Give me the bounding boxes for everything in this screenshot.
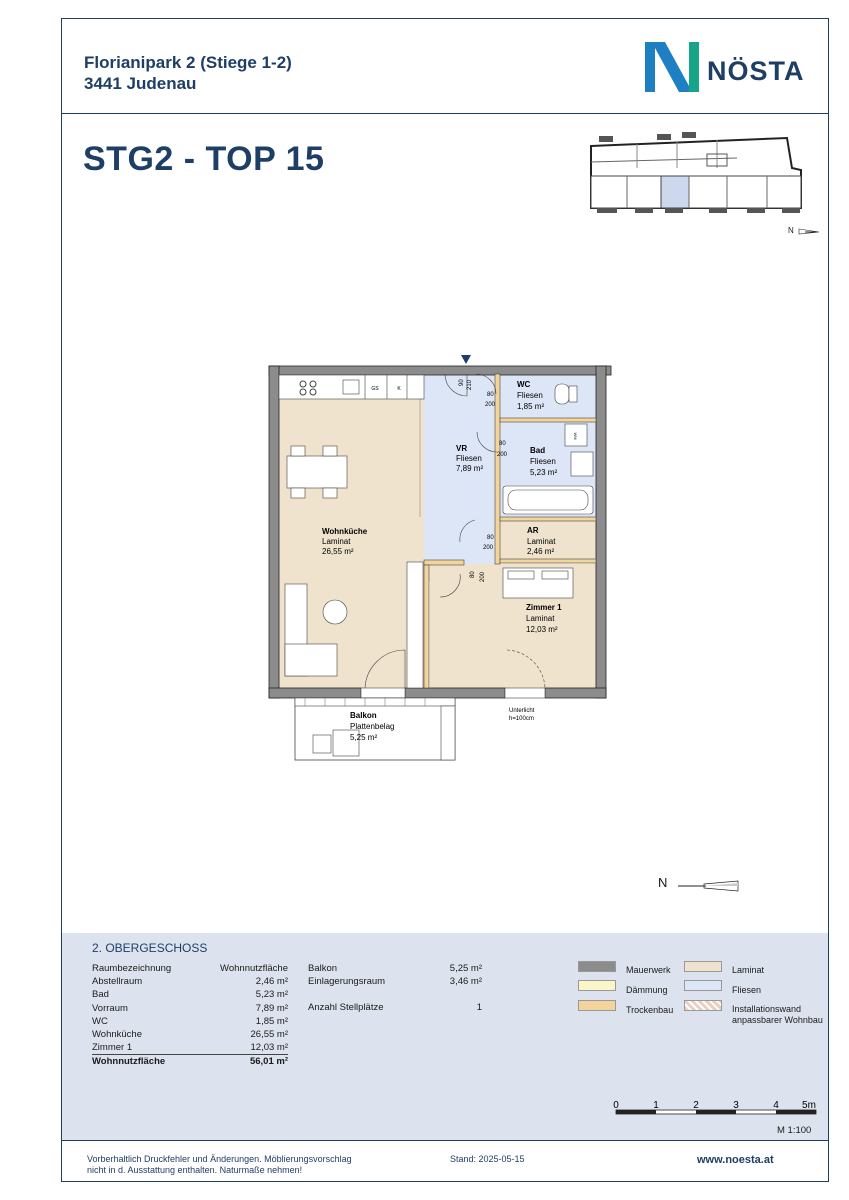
- svg-text:1,85 m²: 1,85 m²: [517, 402, 545, 411]
- scale-tick: 3: [733, 1100, 739, 1111]
- svg-text:90: 90: [459, 379, 465, 386]
- table-row: WC 1,85 m²: [92, 1015, 288, 1027]
- room-wc-floor: [498, 374, 596, 419]
- svg-text:Laminat: Laminat: [526, 614, 555, 623]
- table-row: Zimmer 1 12,03 m²: [92, 1042, 288, 1054]
- table-row: Wohnküche 26,55 m²: [92, 1029, 288, 1041]
- svg-text:Laminat: Laminat: [322, 537, 351, 546]
- svg-text:Plattenbelag: Plattenbelag: [350, 722, 395, 731]
- svg-text:5,23 m²: 5,23 m²: [530, 468, 558, 477]
- window-note-1: Unterlicht: [509, 708, 535, 714]
- appliance-gs-label: GS: [371, 386, 379, 392]
- svg-text:200: 200: [485, 402, 496, 408]
- svg-text:12,03 m²: 12,03 m²: [526, 625, 558, 634]
- scale-tick: 4: [773, 1100, 779, 1111]
- north-arrow-icon: [676, 878, 741, 894]
- legend-swatch-daemmung: [578, 980, 616, 991]
- svg-text:Balkon: Balkon: [350, 711, 377, 720]
- area-table: [92, 962, 288, 1069]
- svg-text:Zimmer 1: Zimmer 1: [526, 603, 562, 612]
- footer-website-link[interactable]: www.noesta.at: [697, 1154, 774, 1166]
- legend-label-daemmung: Dämmung: [626, 985, 668, 995]
- project-city: 3441 Judenau: [84, 74, 197, 93]
- floor-level: 2. OBERGESCHOSS: [92, 941, 208, 955]
- svg-text:26,55 m²: 26,55 m²: [322, 547, 354, 556]
- svg-text:200: 200: [483, 545, 494, 551]
- svg-text:Fliesen: Fliesen: [456, 454, 482, 463]
- legend-swatch-installationswand: [684, 1000, 722, 1011]
- legend-label-mauerwerk: Mauerwerk: [626, 965, 671, 975]
- legend-label-installationswand: Installationswand anpassbarer Wohnbau: [732, 1004, 823, 1025]
- svg-text:80: 80: [499, 441, 506, 447]
- svg-text:210: 210: [467, 379, 473, 390]
- svg-text:Bad: Bad: [530, 446, 546, 455]
- table-row: Vorraum 7,89 m²: [92, 1002, 288, 1014]
- svg-text:Laminat: Laminat: [527, 537, 556, 546]
- svg-text:WC: WC: [517, 380, 531, 389]
- scale-tick: 0: [613, 1100, 619, 1111]
- area-table-header: Raumbezeichnung Wohnnutzfläche: [92, 963, 288, 974]
- legend-swatch-fliesen: [684, 980, 722, 991]
- keyplan-north-label: N: [788, 226, 794, 235]
- svg-text:80: 80: [487, 535, 494, 541]
- project-address: [84, 52, 292, 94]
- scale-tick: 5m: [802, 1100, 816, 1111]
- legend-label-laminat: Laminat: [732, 965, 765, 975]
- svg-text:Fliesen: Fliesen: [530, 457, 556, 466]
- svg-text:80: 80: [487, 392, 494, 398]
- legend-swatch-laminat: [684, 961, 722, 972]
- table-row: Bad 5,23 m²: [92, 989, 288, 1001]
- footer-date: Stand: 2025-05-15: [450, 1154, 525, 1164]
- logo-text: NÖSTA: [707, 56, 805, 86]
- svg-text:Wohnküche: Wohnküche: [322, 527, 368, 536]
- keyplan-diagram: [577, 128, 822, 238]
- scale-tick: 1: [653, 1100, 659, 1111]
- extra-area-table: [308, 962, 482, 1015]
- svg-text:7,89 m²: 7,89 m²: [456, 464, 484, 473]
- project-name: Florianipark 2 (Stiege 1-2): [84, 53, 292, 72]
- svg-text:2,46 m²: 2,46 m²: [527, 547, 555, 556]
- svg-text:AR: AR: [527, 526, 539, 535]
- legend-label-trockenbau: Trockenbau: [626, 1005, 674, 1015]
- svg-text:Fliesen: Fliesen: [517, 391, 543, 400]
- header-divider: [61, 113, 829, 114]
- parking-row: Anzahl Stellplätze 1: [308, 1002, 482, 1014]
- svg-text:200: 200: [480, 571, 486, 582]
- svg-text:80: 80: [470, 571, 476, 578]
- table-row: Einlagerungsraum 3,46 m²: [308, 976, 482, 988]
- legend-swatch-trockenbau: [578, 1000, 616, 1011]
- scale-tick: 2: [693, 1100, 699, 1111]
- appliance-k-label: K: [397, 386, 401, 392]
- table-row: Abstellraum 2,46 m²: [92, 976, 288, 988]
- scale-ratio: M 1:100: [777, 1125, 812, 1136]
- svg-text:5,25 m²: 5,25 m²: [350, 733, 378, 742]
- appliance-wm-label: WM: [573, 432, 578, 440]
- north-label: N: [658, 875, 668, 890]
- legend-swatch-mauerwerk: [578, 961, 616, 972]
- footer-disclaimer: Vorberhaltlich Druckfehler und Änderungen. Möblierungsvorschlag nicht in d. Ausstattung enthalten. Naturmaße nehmen!: [87, 1154, 352, 1175]
- floor-plan: [265, 352, 615, 767]
- area-total-row: Wohnnutzfläche 56,01 m²: [92, 1056, 288, 1068]
- legend-label-fliesen: Fliesen: [732, 985, 762, 995]
- table-row: Balkon 5,25 m²: [308, 963, 482, 974]
- svg-text:200: 200: [497, 452, 508, 458]
- unit-title: STG2 - TOP 15: [83, 140, 325, 178]
- svg-text:VR: VR: [456, 444, 468, 453]
- footer-divider: [61, 1140, 829, 1141]
- window-note-2: h=100cm: [509, 716, 534, 722]
